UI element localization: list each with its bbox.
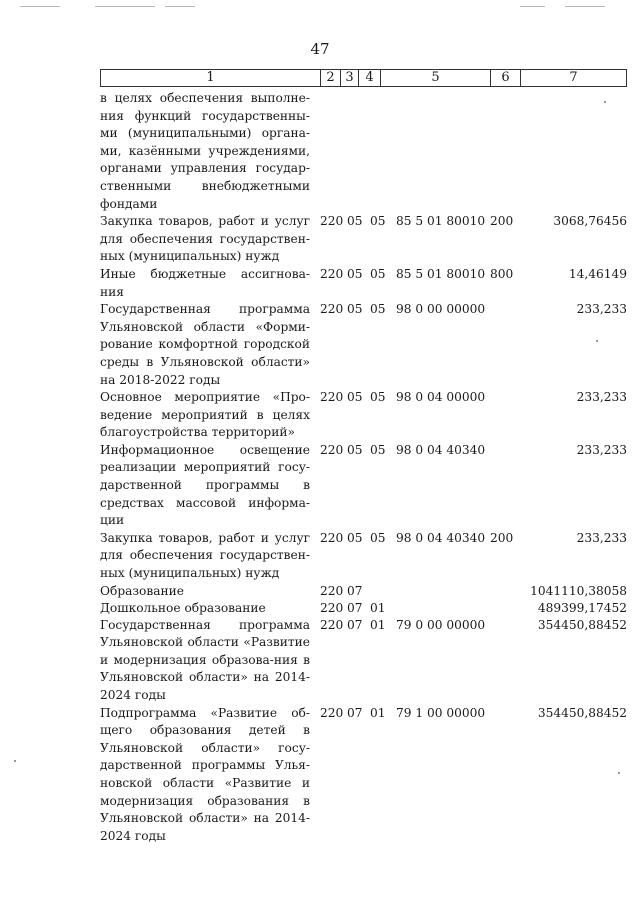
amount-cell: 3068,76456 xyxy=(553,214,627,229)
code-cell: 79 1 00 00000 xyxy=(396,705,486,720)
scan-speck xyxy=(618,772,620,774)
table-body xyxy=(100,90,627,845)
code-cell: 01 xyxy=(370,600,386,615)
code-cell: 05 xyxy=(347,302,363,317)
row-label: Закупка товаров, работ и услуг для обеспечения государствен-ных (муниципальных) нужд xyxy=(100,214,310,264)
code-cell: 07 xyxy=(347,600,363,615)
row-label: Образование xyxy=(100,583,184,598)
code-cell: 220 xyxy=(320,600,344,615)
table-row xyxy=(100,213,627,266)
scan-artifact xyxy=(20,6,60,7)
row-label: Дошкольное образование xyxy=(100,600,266,615)
amount-cell: 14,46149 xyxy=(568,266,627,281)
code-cell: 220 xyxy=(320,266,344,281)
row-label: Государственная программа Ульяновской области «Развитие и модернизация образова-ния в Ульяновской области» на 2014-2024 годы xyxy=(100,617,310,702)
amount-cell: 354450,88452 xyxy=(537,705,627,720)
scan-artifact xyxy=(165,6,195,7)
header-cell: 1 xyxy=(101,70,321,86)
table-row xyxy=(100,583,627,600)
code-cell: 07 xyxy=(347,617,363,632)
code-cell: 220 xyxy=(320,214,344,229)
header-cell: 2 xyxy=(321,70,341,86)
row-label: Информационное освещение реализации мероприятий госу-дарственной программы в средствах массовой информа-ции xyxy=(100,442,310,528)
header-cell: 7 xyxy=(569,70,578,85)
table-row xyxy=(100,389,627,442)
code-cell: 220 xyxy=(320,442,344,457)
code-cell: 05 xyxy=(347,214,363,229)
code-cell: 85 5 01 80010 xyxy=(396,266,486,281)
code-cell: 85 5 01 80010 xyxy=(396,214,486,229)
code-cell: 01 xyxy=(370,617,386,632)
code-cell: 220 xyxy=(320,583,344,598)
code-cell: 07 xyxy=(347,583,363,598)
code-cell: 200 xyxy=(490,530,514,545)
scan-speck xyxy=(596,340,598,342)
row-label: в целях обеспечения выполне-ния функций государственны-ми (муниципальными) органа-ми, казёнными учреждениями, органами управления государ-ственными внебюджетными фондами xyxy=(100,91,310,211)
code-cell: 05 xyxy=(347,530,363,545)
code-cell: 200 xyxy=(490,214,514,229)
scan-artifact xyxy=(520,6,545,7)
code-cell: 05 xyxy=(347,390,363,405)
row-label: Закупка товаров, работ и услуг для обеспечения государствен-ных (муниципальных) нужд xyxy=(100,530,310,581)
header-cell: 6 xyxy=(491,70,521,86)
code-cell: 98 0 04 40340 xyxy=(396,530,486,545)
code-cell: 79 0 00 00000 xyxy=(396,617,486,632)
table-row xyxy=(100,530,627,583)
table-row xyxy=(100,90,627,213)
code-cell: 05 xyxy=(370,266,386,281)
row-label: Подпрограмма «Развитие об-щего образования детей в Ульяновской области» госу-дарственной программы Улья-новской области «Развитие и модернизация образования в Ульяновской области» на 2014-2024 годы xyxy=(100,705,310,843)
code-cell: 05 xyxy=(370,530,386,545)
code-cell: 05 xyxy=(347,442,363,457)
table-row xyxy=(100,442,627,530)
amount-cell: 354450,88452 xyxy=(537,617,627,632)
table-header xyxy=(100,69,627,87)
code-cell: 220 xyxy=(320,302,344,317)
table-row xyxy=(100,600,627,617)
scan-artifact xyxy=(95,6,155,7)
amount-cell: 1041110,38058 xyxy=(530,583,627,598)
amount-cell: 233,233 xyxy=(576,302,627,317)
table-row xyxy=(100,266,627,301)
table-row xyxy=(100,617,627,705)
code-cell: 05 xyxy=(370,390,386,405)
amount-cell: 233,233 xyxy=(576,390,627,405)
table-row xyxy=(100,301,627,389)
code-cell: 98 0 04 40340 xyxy=(396,442,486,457)
header-cell: 4 xyxy=(359,70,381,86)
code-cell: 05 xyxy=(347,266,363,281)
amount-cell: 233,233 xyxy=(576,530,627,545)
code-cell: 220 xyxy=(320,530,344,545)
header-cell: 5 xyxy=(381,70,491,86)
code-cell: 05 xyxy=(370,214,386,229)
page-number: 47 xyxy=(310,40,330,58)
scan-artifact xyxy=(565,6,605,7)
code-cell: 220 xyxy=(320,390,344,405)
header-cell: 3 xyxy=(341,70,359,86)
row-label: Иные бюджетные ассигнова-ния xyxy=(100,266,310,299)
code-cell: 220 xyxy=(320,705,344,720)
code-cell: 800 xyxy=(490,266,514,281)
scan-speck xyxy=(604,101,606,103)
code-cell: 07 xyxy=(347,705,363,720)
code-cell: 98 0 00 00000 xyxy=(396,302,486,317)
code-cell: 98 0 04 00000 xyxy=(396,390,486,405)
row-label: Основное мероприятие «Про-ведение мероприятий в целях благоустройства территорий» xyxy=(100,390,310,440)
code-cell: 01 xyxy=(370,705,386,720)
amount-cell: 233,233 xyxy=(576,442,627,457)
code-cell: 05 xyxy=(370,442,386,457)
row-label: Государственная программа Ульяновской области «Форми-рование комфортной городской среды в Ульяновской области» на 2018-2022 годы xyxy=(100,302,310,387)
amount-cell: 489399,17452 xyxy=(537,600,627,615)
scan-speck xyxy=(14,760,16,762)
code-cell: 220 xyxy=(320,617,344,632)
table-row xyxy=(100,705,627,846)
code-cell: 05 xyxy=(370,302,386,317)
